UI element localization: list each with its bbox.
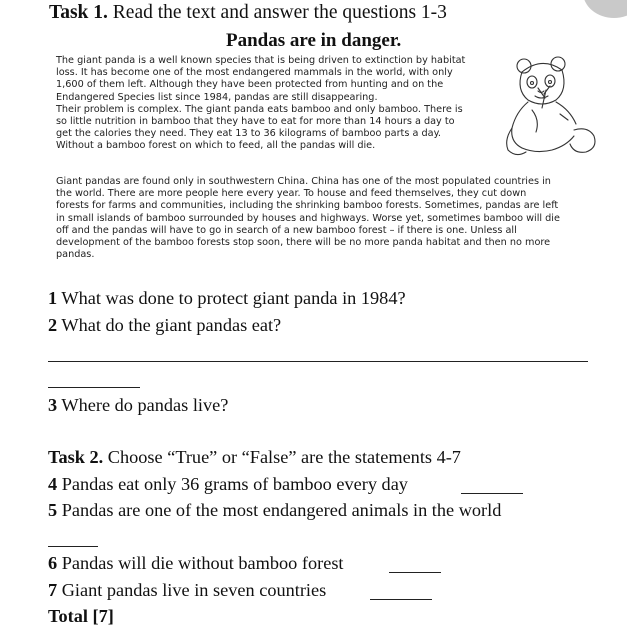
- text-line: off and the pandas will have to go in search of a new bamboo forest – if there is one. Unless all: [56, 224, 517, 236]
- answer-blank[interactable]: [389, 572, 441, 573]
- statement-number: 6: [48, 553, 58, 573]
- statement-4: [48, 474, 408, 495]
- question-text: Where do pandas live?: [57, 395, 229, 415]
- question-text: What was done to protect giant panda in 1984?: [57, 288, 406, 308]
- task1-label: Task 1.: [49, 2, 108, 23]
- answer-blank[interactable]: [370, 599, 432, 600]
- task2-heading: [48, 447, 461, 468]
- text-line: The giant panda is a well known species that is being driven to extinction by habitat: [56, 55, 466, 66]
- statement-text: Giant pandas live in seven countries: [57, 580, 327, 600]
- answer-blank[interactable]: [48, 546, 98, 547]
- text-line: get the calories they need. They eat 13 to 36 kilograms of bamboo parts a day.: [56, 128, 442, 140]
- reading-text-wide: [56, 176, 560, 261]
- text-line: forests for farms and communities, including the shrinking bamboo forests. Sometimes, pandas are left: [56, 200, 559, 212]
- statement-text: Pandas are one of the most endangered animals in the world: [57, 500, 502, 520]
- answer-line[interactable]: [48, 361, 588, 362]
- task2-instruction: Choose “True” or “False” are the statements 4-7: [103, 447, 461, 467]
- text-line: Without a bamboo forest on which to feed, all the pandas will die.: [56, 140, 376, 152]
- text-line: 1,600 of them left. Although they have been protected from hunting and on the: [56, 79, 444, 91]
- statement-text: Pandas eat only 36 grams of bamboo every day: [57, 474, 408, 494]
- text-line: Their problem is complex. The giant panda eats bamboo and only bamboo. There is: [56, 103, 463, 115]
- text-line: loss. It has become one of the most endangered mammals in the world, with only: [56, 67, 453, 79]
- question-2: [48, 315, 281, 336]
- text-line: Endangered Species list since 1984, pandas are still disappearing.: [56, 91, 378, 103]
- task1-instruction: Read the text and answer the questions 1-3: [107, 2, 447, 23]
- statement-number: 7: [48, 580, 58, 600]
- text-line: the world. There are more people here every year. To house and feed themselves, they cut down: [56, 188, 527, 200]
- question-3: [48, 395, 228, 416]
- question-number: 1: [48, 288, 58, 308]
- text-line: so little nutrition in bamboo that they have to eat for more than 14 hours a day to: [56, 116, 455, 128]
- question-1: [48, 288, 406, 309]
- text-line: pandas.: [56, 249, 95, 261]
- reading-text-narrow: [56, 55, 465, 153]
- question-number: 3: [48, 395, 58, 415]
- panda-illustration: [502, 50, 602, 162]
- answer-blank[interactable]: [461, 493, 523, 494]
- statement-5: [48, 500, 501, 521]
- statement-7: [48, 580, 326, 601]
- statement-number: 4: [48, 474, 58, 494]
- text-line: development of the bamboo forests stop soon, there will be no more panda habitat and then no more: [56, 237, 551, 249]
- statement-text: Pandas will die without bamboo forest: [57, 553, 344, 573]
- text-line: in small islands of bamboo surrounded by houses and highways. Worse yet, sometimes bamboo will die: [56, 212, 560, 224]
- article-title: Pandas are in danger.: [226, 30, 402, 51]
- text-line: Giant pandas are found only in southwestern China. China has one of the most populated countries in: [56, 176, 551, 187]
- answer-line[interactable]: [48, 387, 140, 388]
- statement-number: 5: [48, 500, 58, 520]
- corner-overlay: [583, 0, 627, 18]
- question-text: What do the giant pandas eat?: [57, 315, 282, 335]
- total-score: Total [7]: [48, 606, 114, 626]
- statement-6: [48, 553, 344, 574]
- task1-heading: [49, 2, 447, 24]
- question-number: 2: [48, 315, 58, 335]
- task2-label: Task 2.: [48, 447, 104, 467]
